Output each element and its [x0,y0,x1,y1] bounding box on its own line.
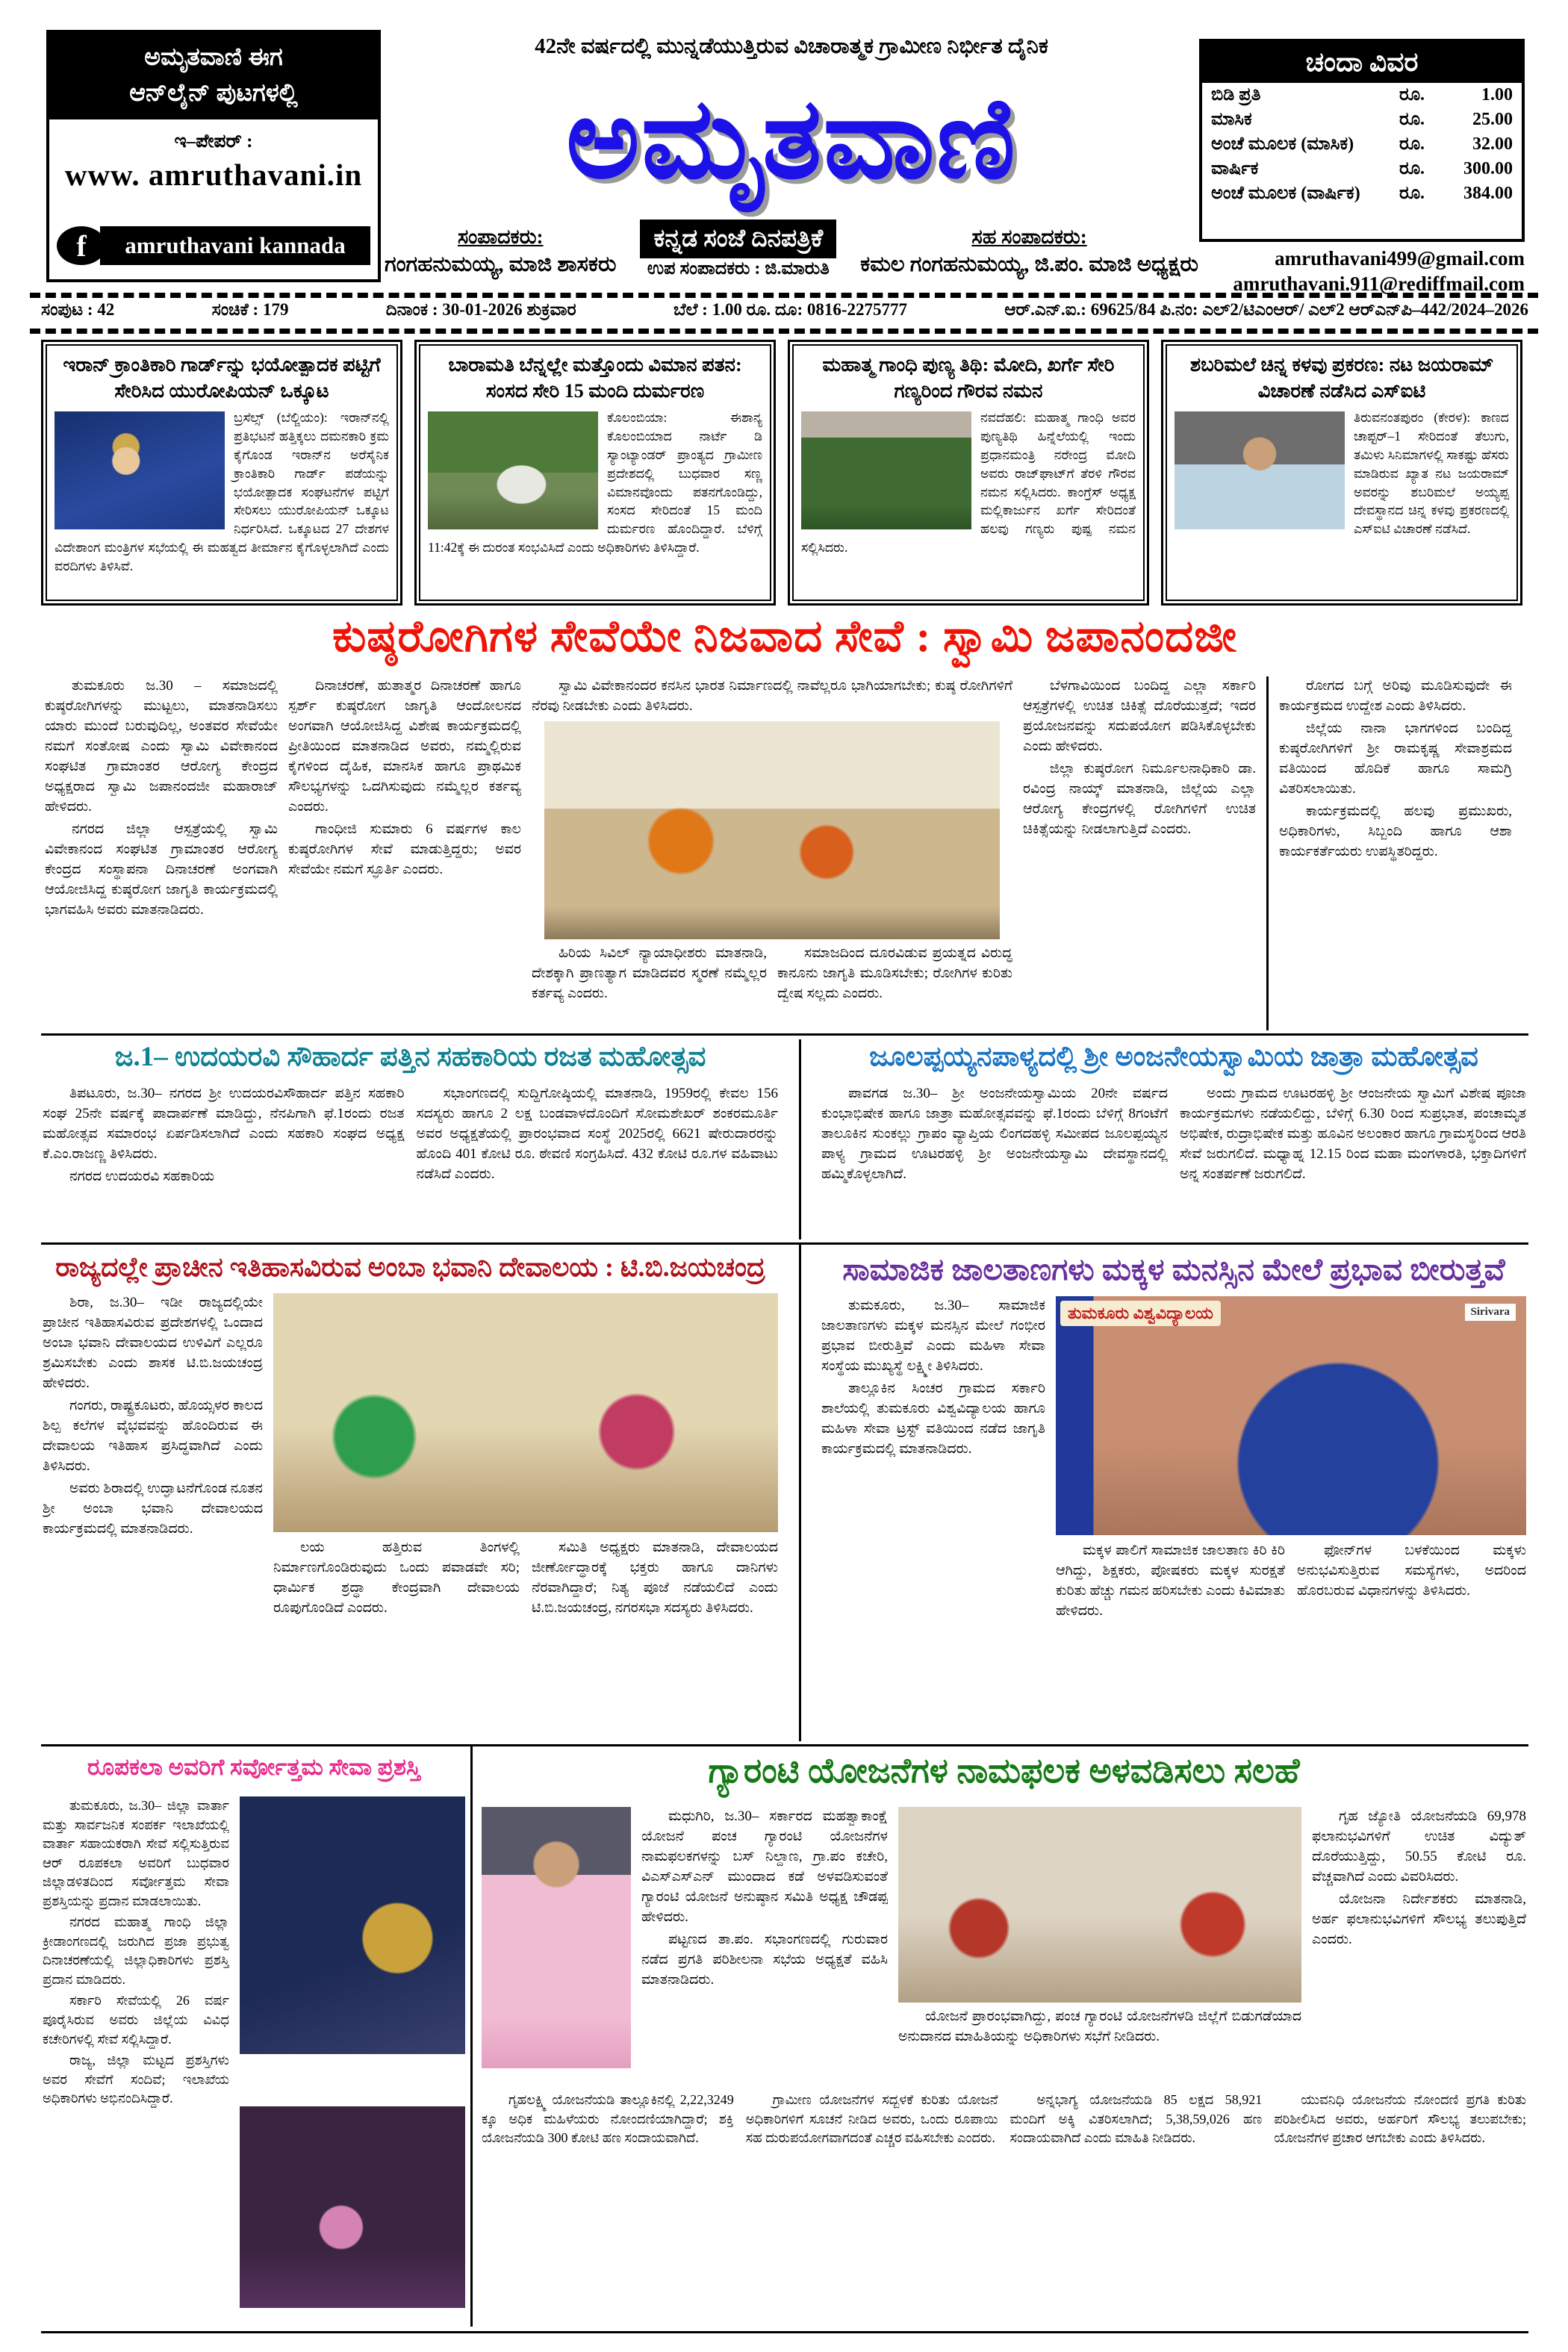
row3-left-bottom-2: ಸಮಿತಿ ಅಧ್ಯಕ್ಷರು ಮಾತನಾಡಿ, ದೇವಾಲಯದ ಜೀರ್ಣೋದ್ಧಾರಕ್ಕೆ ಭಕ್ತರು ಹಾಗೂ ದಾನಿಗಳು ನೆರವಾಗಿದ್ದಾರೆ; ನಿತ್ಯ ಪೂಜೆ ನಡೆಯಲಿದೆ ಎಂದು ಟಿ.ಬಿ.ಜಯಚಂದ್ರ, ನಗರಸಭಾ ಸದಸ್ಯರು ತಿಳಿಸಿದರು. [532,1540,778,1616]
email-primary: amruthavani499@gmail.com [1275,247,1525,270]
row2-right-body [821,1084,1526,1238]
subscription-row [1202,108,1522,132]
epaper-label: ಇ–ಪೇಪರ್ : [174,131,253,152]
row3-right-headline: ಸಾಮಾಜಿಕ ಜಾಲತಾಣಗಳು ಮಕ್ಕಳ ಮನಸ್ಸಿನ ಮೇಲೆ ಪ್ರಭಾವ ಬೀರುತ್ತವೆ [842,1252,1505,1287]
photo-stage-group [240,2106,465,2308]
news-box-plane-crash [414,340,776,606]
row4-right-headline: ಗ್ಯಾರಂಟಿ ಯೋಜನೆಗಳ ನಾಮಫಲಕ ಅಳವಡಿಸಲು ಸಲಹೆ [708,1752,1300,1790]
subscription-row [1202,132,1522,157]
row4-right-top [482,1807,1526,2076]
sub-amount: 32.00 [1472,134,1513,154]
photo-school-program [1056,1296,1526,1535]
co-editor-label: ಸಹ ಸಂಪಾದಕರು: [971,225,1087,248]
subscription-row [1202,157,1522,181]
lead-middle-block [532,676,1012,1030]
masthead-title: ಅಮೃತವಾಣಿ [565,77,1017,202]
news-box-actor [1161,340,1522,606]
row3-right-bottom-2: ಫೋನ್‌ಗಳ ಬಳಕೆಯಿಂದ ಮಕ್ಕಳು ಅನುಭವಿಸುತ್ತಿರುವ ಸಮಸ್ಯೆಗಳು, ಅದರಿಂದ ಹೊರಬರುವ ವಿಧಾನಗಳನ್ನು ತಿಳಿಸಿದರು. [1297,1543,1526,1599]
facebook-row [57,223,370,269]
sub-currency: ರೂ. [1399,134,1425,154]
editor-name: ಗಂಗಹನುಮಯ್ಯ, ಮಾಜಿ ಶಾಸಕರು [385,252,617,276]
row2-left-body [43,1084,778,1238]
lead-middle-top: ಸ್ವಾಮಿ ವಿವೇಕಾನಂದರ ಕನಸಿನ ಭಾರತ ನಿರ್ಮಾಣದಲ್ಲಿ ನಾವೆಲ್ಲರೂ ಭಾಗಿಯಾಗಬೇಕು; ಕುಷ್ಠ ರೋಗಿಗಳಿಗೆ ನೆರವು ನೀಡಬೇಕು ಎಂದು ತಿಳಿಸಿದರು. [532,678,1012,714]
row3-left-headline: ರಾಜ್ಯದಲ್ಲೇ ಪ್ರಾಚೀನ ಇತಿಹಾಸವಿರುವ ಅಂಬಾ ಭವಾನಿ ದೇವಾಲಯ : ಟಿ.ಬಿ.ಜಯಚಂದ್ರ [55,1252,765,1282]
editors-row [385,225,1198,279]
section-divider [41,1242,1528,1245]
paper-type: ಕನ್ನಡ ಸಂಜೆ ದಿನಪತ್ರಿಕೆ [640,220,836,258]
photo-award-ceremony [240,1796,465,2054]
contact-emails [1162,246,1525,297]
photo-gandhi-memorial [801,411,971,529]
row4-right-col: ಗೃಹ ಜ್ಯೋತಿ ಯೋಜನೆಯಡಿ 69,978 ಫಲಾನುಭವಿಗಳಿಗೆ ಉಚಿತ ವಿದ್ಯುತ್ ದೊರೆಯುತ್ತಿದ್ದು, 50.55 ಕೋಟಿ ರೂ. ವೆಚ್ಚವಾಗಿದೆ ಎಂದು ವಿವರಿಸಿದರು. ಯೋಜನಾ ನಿರ್ದೇಶಕರು ಮಾತನಾಡಿ, ಅರ್ಹ ಫಲಾನುಭವಿಗಳಿಗೆ ಸೌಲಭ್ಯ ತಲುಪುತ್ತಿದೆ ಎಂದರು. [1312,1808,1526,1947]
news-box-body: ಬ್ರಸೆಲ್ಸ್ (ಬೆಲ್ಜಿಯಂ): ಇರಾನ್‌ನಲ್ಲಿ ಪ್ರತಿಭಟನೆ ಹತ್ತಿಕ್ಕಲು ದಮನಕಾರಿ ಕ್ರಮ ಕೈಗೊಂಡ ಇರಾನ್‌ನ ಅರೆಸೈನಿಕ ಕ್ರಾಂತಿಕಾರಿ ಗಾರ್ಡ್ ಪಡೆಯನ್ನು ಭಯೋತ್ಪಾದಕ ಸಂಘಟನೆಗಳ ಪಟ್ಟಿಗೆ ಸೇರಿಸಲು ಯುರೋಪಿಯನ್ ಒಕ್ಕೂಟ ನಿರ್ಧರಿಸಿದೆ. ಒಕ್ಕೂಟದ 27 ದೇಶಗಳ ವಿದೇಶಾಂಗ ಮಂತ್ರಿಗಳ ಸಭೆಯಲ್ಲಿ ಈ ಮಹತ್ವದ ತೀರ್ಮಾನ ಕೈಗೊಳ್ಳಲಾಗಿದೆ ಎಂದು ವರದಿಗಳು ತಿಳಿಸಿವೆ. [55,410,389,573]
dashed-divider-top [30,293,1538,298]
photo-banner-text: ತುಮಕೂರು ವಿಶ್ವವಿದ್ಯಾಲಯ [1060,1301,1221,1326]
row3-right-col-1: ತುಮಕೂರು, ಜ.30– ಸಾಮಾಜಿಕ ಜಾಲತಾಣಗಳು ಮಕ್ಕಳ ಮನಸ್ಸಿನ ಮೇಲೆ ಗಂಭೀರ ಪ್ರಭಾವ ಬೀರುತ್ತಿವೆ ಎಂದು ಮಹಿಳಾ ಸೇವಾ ಸಂಸ್ಥೆಯ ಮುಖ್ಯಸ್ಥೆ ಲಕ್ಷ್ಮೀ ತಿಳಿಸಿದರು. ತಾಲ್ಲೂಕಿನ ಸಿಂಚರ ಗ್ರಾಮದ ಸರ್ಕಾರಿ ಶಾಲೆಯಲ್ಲಿ ತುಮಕೂರು ವಿಶ್ವವಿದ್ಯಾಲಯ ಹಾಗೂ ಮಹಿಳಾ ಸೇವಾ ಟ್ರಸ್ಟ್ ವತಿಯಿಂದ ನಡೆದ ಜಾಗೃತಿ ಕಾರ್ಯಕ್ರಮದಲ್ಲಿ ಮಾತನಾಡಿದರು. [821,1298,1045,1457]
sub-label: ಬಿಡಿ ಪ್ರತಿ [1211,85,1261,105]
co-editor-name: ಕಮಲ ಗಂಗಹನುಮಯ್ಯ, ಜಿ.ಪಂ. ಮಾಜಿ ಅಧ್ಯಕ್ಷರು [860,252,1198,276]
rni-number: ಆರ್.ಎನ್.ಐ.: 69625/84 ಪಿ.ನಂ: ಎಲ್2/ಟಿಎಂಆರ್/ ಎಲ್2 ಆರ್‌ಎನ್‌ಪಿ–442/2024–2026 [1004,300,1528,319]
subscription-title: ಚಂದಾ ವಿವರ [1202,42,1522,83]
row4-left-col-1-more: ಸರ್ಕಾರಿ ಸೇವೆಯಲ್ಲಿ 26 ವರ್ಷ ಪೂರೈಸಿರುವ ಅವರು ಜಿಲ್ಲೆಯ ವಿವಿಧ ಕಚೇರಿಗಳಲ್ಲಿ ಸೇವೆ ಸಲ್ಲಿಸಿದ್ದಾರೆ. ರಾಜ್ಯ, ಜಿಲ್ಲಾ ಮಟ್ಟದ ಪ್ರಶಸ್ತಿಗಳು ಅವರ ಸೇವೆಗೆ ಸಂದಿವೆ; ಇಲಾಖೆಯ ಅಧಿಕಾರಿಗಳು ಅಭಿನಂದಿಸಿದ್ದಾರೆ. [43,1993,229,2106]
issue-number: ಸಂಚಿಕೆ : 179 [211,300,289,319]
dashed-divider-bottom [30,329,1538,334]
news-box-headline: ಮಹಾತ್ಮ ಗಾಂಧಿ ಪುಣ್ಯ ತಿಥಿ: ಮೋದಿ, ಖರ್ಗೆ ಸೇರಿ ಗಣ್ಯರಿಂದ ಗೌರವ ನಮನ [822,354,1115,402]
news-box-iran [41,340,402,606]
sub-currency: ರೂ. [1399,184,1425,203]
subscription-box [1199,39,1525,242]
row4-left-body [43,1796,465,2324]
volume: ಸಂಪುಟ : 42 [41,300,115,319]
row4-left-col-1 [43,1796,229,2324]
news-box-body: ತಿರುವನಂತಪುರಂ (ಕೇರಳ): ಕಾಣದ ಚಾಪ್ಟರ್–1 ಸೇರಿದಂತೆ ತೆಲುಗು, ತಮಿಳು ಸಿನಿಮಾಗಳಲ್ಲಿ ಸಾಕಷ್ಟು ಹೆಸರು ಮಾಡಿರುವ ಖ್ಯಾತ ನಟ ಜಯರಾಮ್ ಅವರನ್ನು ಶಬರಿಮಲೆ ಅಯ್ಯಪ್ಪ ದೇವಸ್ಥಾನದ ಚಿನ್ನ ಕಳವು ಪ್ರಕರಣದಲ್ಲಿ ಎಸ್‌ಐಟಿ ವಿಚಾರಣೆ ನಡೆಸಿದೆ. [1354,410,1509,537]
photo-eu-official [55,411,225,529]
page-bottom-rule [41,2331,1528,2333]
lead-column-2: ದಿನಾಚರಣೆ, ಹುತಾತ್ಮರ ದಿನಾಚರಣೆ ಹಾಗೂ ಸ್ಪರ್ಶ್ ಕುಷ್ಠರೋಗ ಜಾಗೃತಿ ಆಂದೋಲನದ ಅಂಗವಾಗಿ ಆಯೋಜಿಸಿದ್ದ ವಿಶೇಷ ಕಾರ್ಯಕ್ರಮದಲ್ಲಿ ಪ್ರೀತಿಯಿಂದ ಮಾತನಾಡಿದ ಅವರು, ನಮ್ಮಲ್ಲಿರುವ ಕೈಗಳಿಂದ ದೈಹಿಕ, ಮಾನಸಿಕ ಹಾಗೂ ಪ್ರಾಥಮಿಕ ಸೌಲಭ್ಯಗಳನ್ನು ಒದಗಿಸುವುದು ನಮ್ಮೆಲ್ಲರ ಕರ್ತವ್ಯ ಎಂದರು. ಗಾಂಧೀಜಿ ಸುಮಾರು 6 ವರ್ಷಗಳ ಕಾಲ ಕುಷ್ಠರೋಗಿಗಳ ಸೇವೆ ಮಾಡುತ್ತಿದ್ದರು; ಅವರ ಸೇವೆಯೇ ನಮಗೆ ಸ್ಫೂರ್ತಿ ಎಂದರು. [288,678,521,877]
row2-left-col-1: ತಿಪಟೂರು, ಜ.30– ನಗರದ ಶ್ರೀ ಉದಯರವಿಸೌಹಾರ್ದ ಪತ್ತಿನ ಸಹಕಾರಿ ಸಂಘ 25ನೇ ವರ್ಷಕ್ಕೆ ಪಾದಾರ್ಪಣೆ ಮಾಡಿದ್ದು, ನೆನಪಿಗಾಗಿ ಫೆ.1ರಂದು ರಜತ ಮಹೋತ್ಸವ ಸಮಾರಂಭ ಏರ್ಪಡಿಸಲಾಗಿದೆ ಎಂದು ಸಹಕಾರಿ ಸಂಘದ ಅಧ್ಯಕ್ಷ ಕೆ.ಎಂ.ರಾಜಣ್ಣ ತಿಳಿಸಿದರು. ನಗರದ ಉದಯರವಿ ಸಹಕಾರಿಯ [43,1086,405,1184]
row3-right-body [821,1296,1526,1740]
row2-right-headline: ಜೂಲಪ್ಪಯ್ಯನಪಾಳ್ಯದಲ್ಲಿ ಶ್ರೀ ಅಂಜನೇಯಸ್ವಾಮಿಯ ಜಾತ್ರಾ ಮಹೋತ್ಸವ [869,1042,1478,1072]
row3-left-col-1: ಶಿರಾ, ಜ.30– ಇಡೀ ರಾಜ್ಯದಲ್ಲಿಯೇ ಪ್ರಾಚೀನ ಇತಿಹಾಸವಿರುವ ಪ್ರದೇಶಗಳಲ್ಲಿ ಒಂದಾದ ಅಂಬಾ ಭವಾನಿ ದೇವಾಲಯದ ಉಳಿವಿಗೆ ಎಲ್ಲರೂ ಶ್ರಮಿಸಬೇಕು ಎಂದು ಶಾಸಕ ಟಿ.ಬಿ.ಜಯಚಂದ್ರ ಹೇಳಿದರು. ಗಂಗರು, ರಾಷ್ಟ್ರಕೂಟರು, ಹೊಯ್ಸಳರ ಕಾಲದ ಶಿಲ್ಪ ಕಲೆಗಳ ವೈಭವವನ್ನು ಹೊಂದಿರುವ ಈ ದೇವಾಲಯ ಇತಿಹಾಸ ಪ್ರಸಿದ್ಧವಾಗಿದೆ ಎಂದು ತಿಳಿಸಿದರು. ಅವರು ಶಿರಾದಲ್ಲಿ ಉದ್ಘಾಟನೆಗೊಂಡ ನೂತನ ಶ್ರೀ ಅಂಬಾ ಭವಾನಿ ದೇವಾಲಯದ ಕಾರ್ಯಕ್ರಮದಲ್ಲಿ ಮಾತನಾಡಿದರು. [43,1295,263,1537]
tagline: 42ನೇ ವರ್ಷದಲ್ಲಿ ಮುನ್ನಡೆಯುತ್ತಿರುವ ವಿಚಾರಾತ್ಮಕ ಗ್ರಾಮೀಣ ನಿರ್ಭೀತ ದೈನಿಕ [535,34,1048,58]
row2-right-col-2: ಅಂದು ಗ್ರಾಮದ ಊಟರಹಳ್ಳಿ ಶ್ರೀ ಆಂಜನೇಯ ಸ್ವಾಮಿಗೆ ವಿಶೇಷ ಪೂಜಾ ಕಾರ್ಯಕ್ರಮಗಳು ನಡೆಯಲಿದ್ದು, ಬೆಳಿಗ್ಗೆ 6.30 ರಿಂದ ಸುಪ್ರಭಾತ, ಪಂಚಾಮೃತ ಅಭಿಷೇಕ, ರುದ್ರಾಭಿಷೇಕ ಮತ್ತು ಹೂವಿನ ಅಲಂಕಾರ ಹಾಗೂ ಗ್ರಾಮಸ್ಥರಿಂದ ಆರತಿ ಸೇವೆ ಜರುಗಲಿದೆ. ಮಧ್ಯಾಹ್ನ 12.15 ರಿಂದ ಮಹಾ ಮಂಗಳಾರತಿ, ಭಕ್ತಾದಿಗಳಿಗೆ ಅನ್ನ ಸಂತರ್ಪಣೆ ಜರುಗಲಿದೆ. [1180,1086,1526,1182]
photo-awardee-portrait [482,1807,631,2068]
sub-label: ವಾರ್ಷಿಕ [1211,159,1259,178]
sub-amount: 1.00 [1481,85,1513,105]
lead-article-body [45,676,1525,1030]
lead-middle-bottom-1: ಹಿರಿಯ ಸಿವಿಲ್ ನ್ಯಾಯಾಧೀಶರು ಮಾತನಾಡಿ, ದೇಶಕ್ಕಾಗಿ ಪ್ರಾಣತ್ಯಾಗ ಮಾಡಿದವರ ಸ್ಮರಣೆ ನಮ್ಮೆಲ್ಲರ ಕರ್ತವ್ಯ ಎಂದರು. [532,945,767,1001]
row4-bottom-col-2: ಗ್ರಾಮೀಣ ಯೋಜನೆಗಳ ಸದ್ಬಳಕೆ ಕುರಿತು ಯೋಜನೆ ಅಧಿಕಾರಿಗಳಿಗೆ ಸೂಚನೆ ನೀಡಿದ ಅವರು, ಒಂದು ರೂಪಾಯಿ ಸಹ ದುರುಪಯೋಗವಾಗದಂತೆ ಎಚ್ಚರ ವಹಿಸಬೇಕು ಎಂದರು. [745,2092,998,2146]
lead-column-1: ತುಮಕೂರು ಜ.30 – ಸಮಾಜದಲ್ಲಿ ಕುಷ್ಠರೋಗಿಗಳನ್ನು ಮುಟ್ಟಲು, ಮಾತನಾಡಿಸಲು ಯಾರು ಮುಂದೆ ಬರುವುದಿಲ್ಲ, ಅಂತವರ ಸೇವೆಯೇ ನಮಗೆ ಸಂತೋಷ ಎಂದು ಸ್ವಾಮಿ ವಿವೇಕಾನಂದ ಸಂಘಟಿತ ಗ್ರಾಮಾಂತರ ಆರೋಗ್ಯ ಕೇಂದ್ರದ ಅಧ್ಯಕ್ಷರಾದ ಸ್ವಾಮಿ ಜಪಾನಂದಜೀ ಮಹಾರಾಜ್ ಹೇಳಿದರು. ನಗರದ ಜಿಲ್ಲಾ ಆಸ್ಪತ್ರೆಯಲ್ಲಿ ಸ್ವಾಮಿ ವಿವೇಕಾನಂದ ಸಂಘಟಿತ ಗ್ರಾಮಾಂತರ ಆರೋಗ್ಯ ಕೇಂದ್ರದ ಸಂಸ್ಥಾಪನಾ ದಿನಾಚರಣೆ ಅಂಗವಾಗಿ ಆಯೋಜಿಸಿದ್ದ ಕುಷ್ಠರೋಗ ಜಾಗೃತಿ ಕಾರ್ಯಕ್ರಮದಲ್ಲಿ ಭಾಗವಹಿಸಿ ಅವರು ಮಾತನಾಡಿದರು. [45,678,278,918]
row3-left-body [43,1293,778,1740]
email-secondary: amruthavani.911@rediffmail.com [1233,272,1525,295]
sub-amount: 25.00 [1472,110,1513,129]
online-promo-title: ಅಮೃತವಾಣಿ ಈಗ ಆನ್‌ಲೈನ್ ಪುಟಗಳಲ್ಲಿ [49,33,378,119]
row2-left-col-2: ಸಭಾಂಗಣದಲ್ಲಿ ಸುದ್ದಿಗೋಷ್ಠಿಯಲ್ಲಿ ಮಾತನಾಡಿ, 1959ರಲ್ಲಿ ಕೇವಲ 156 ಸದಸ್ಯರು ಹಾಗೂ 2 ಲಕ್ಷ ಬಂಡವಾಳದೊಂದಿಗೆ ಸೋಮಶೇಖರ್ ಶಂಕರಮೂರ್ತಿ ಅವರ ಅಧ್ಯಕ್ಷತೆಯಲ್ಲಿ ಪ್ರಾರಂಭವಾದ ಸಂಸ್ಥೆ 2025ರಲ್ಲಿ 6621 ಷೇರುದಾರರನ್ನು ಹೊಂದಿ 401 ಕೋಟಿ ರೂ. ಠೇವಣಿ ಸಂಗ್ರಹಿಸಿದೆ. 432 ಕೋಟಿ ರೂ.ಗಳ ವಹಿವಾಟು ನಡೆಸಿದೆ ಎಂದರು. [416,1086,778,1182]
photo-actor-portrait [1175,411,1345,529]
column-rule [799,1039,801,1239]
subscription-row [1202,181,1522,206]
issue-date: ದಿನಾಂಕ : 30-01-2026 ಶುಕ್ರವಾರ [385,300,576,319]
row2-left-headline: ಜ.1– ಉದಯರವಿ ಸೌಹಾರ್ದ ಪತ್ತಿನ ಸಹಕಾರಿಯ ರಜತ ಮಹೋತ್ಸವ [114,1042,706,1072]
section-divider [41,1744,1528,1746]
website-url: www. amruthavani.in [64,157,363,192]
sub-currency: ರೂ. [1399,110,1425,129]
news-box-headline: ಇರಾನ್ ಕ್ರಾಂತಿಕಾರಿ ಗಾರ್ಡ್‌ನ್ನು ಭಯೋತ್ಪಾದಕ ಪಟ್ಟಿಗೆ ಸೇರಿಸಿದ ಯುರೋಪಿಯನ್ ಒಕ್ಕೂಟ [63,354,381,402]
row4-left-headline: ರೂಪಕಲಾ ಅವರಿಗೆ ಸರ್ವೋತ್ತಮ ಸೇವಾ ಪ್ರಶಸ್ತಿ [87,1754,421,1780]
photo-plane-crash [428,411,598,529]
photo-review-meeting [898,1807,1301,2003]
news-box-body: ನವದೆಹಲಿ: ಮಹಾತ್ಮ ಗಾಂಧಿ ಅವರ ಪುಣ್ಯತಿಥಿ ಹಿನ್ನೆಲೆಯಲ್ಲಿ ಇಂದು ಪ್ರಧಾನಮಂತ್ರಿ ನರೇಂದ್ರ ಮೋದಿ ಅವರು ರಾಜ್‌ಘಾಟ್‌ಗೆ ತೆರಳಿ ಗೌರವ ನಮನ ಸಲ್ಲಿಸಿದರು. ಕಾಂಗ್ರೆಸ್ ಅಧ್ಯಕ್ಷ ಮಲ್ಲಿಕಾರ್ಜುನ ಖರ್ಗೆ ಸೇರಿದಂತೆ ಹಲವು ಗಣ್ಯರು ಪುಷ್ಪ ನಮನ ಸಲ್ಲಿಸಿದರು. [801,410,1136,556]
price-phone: ಬೆಲೆ : 1.00 ರೂ. ದೂ: 0816-2275777 [673,300,908,319]
row2-right-col-1: ಪಾವಗಡ ಜ.30– ಶ್ರೀ ಅಂಜನೇಯಸ್ವಾಮಿಯ 20ನೇ ವರ್ಷದ ಕುಂಭಾಭಿಷೇಕ ಹಾಗೂ ಜಾತ್ರಾ ಮಹೋತ್ಸವವನ್ನು ಫೆ.1ರಂದು ಬೆಳಿಗ್ಗೆ 8ಗಂಟೆಗೆ ತಾಲೂಕಿನ ಸುಂಕಲ್ಲು ಗ್ರಾಪಂ ವ್ಯಾಪ್ತಿಯ ಲಿಂಗದಹಳ್ಳಿ ಸಮೀಪದ ಜೂಲಪ್ಪಯ್ಯನ ಪಾಳ್ಯ ಗ್ರಾಮದ ಊಟರಹಳ್ಳಿ ಶ್ರೀ ಅಂಜನೇಯಸ್ವಾಮಿ ದೇವಸ್ಥಾನದಲ್ಲಿ ಹಮ್ಮಿಕೊಳ್ಳಲಾಗಿದೆ. [821,1086,1168,1182]
row4-right-intro: ಮಧುಗಿರಿ, ಜ.30– ಸರ್ಕಾರದ ಮಹತ್ವಾಕಾಂಕ್ಷೆ ಯೋಜನೆ ಪಂಚ ಗ್ಯಾರಂಟಿ ಯೋಜನೆಗಳ ನಾಮಫಲಕಗಳನ್ನು ಬಸ್ ನಿಲ್ದಾಣ, ಗ್ರಾ.ಪಂ ಕಚೇರಿ, ವಿಎಸ್‌ಎಸ್‌ಎನ್ ಮುಂದಾದ ಕಡೆ ಅಳವಡಿಸುವಂತೆ ಗ್ಯಾರಂಟಿ ಯೋಜನೆ ಅನುಷ್ಠಾನ ಸಮಿತಿ ಅಧ್ಯಕ್ಷ ಚೌಡಪ್ಪ ಹೇಳಿದರು. ಪಟ್ಟಣದ ತಾ.ಪಂ. ಸಭಾಂಗಣದಲ್ಲಿ ಗುರುವಾರ ನಡೆದ ಪ್ರಗತಿ ಪರಿಶೀಲನಾ ಸಭೆಯ ಅಧ್ಯಕ್ಷತೆ ವಹಿಸಿ ಮಾತನಾಡಿದರು. [641,1808,888,1988]
photo-lead-event [544,721,1000,939]
sub-currency: ರೂ. [1399,159,1425,178]
news-box-body: ಕೊಲಂಬಿಯಾ: ಈಶಾನ್ಯ ಕೊಲಂಬಿಯಾದ ನಾರ್ಟೆ ಡಿ ಸ್ಯಾಂಟ್ಯಾಂಡರ್ ಪ್ರಾಂತ್ಯದ ಗ್ರಾಮೀಣ ಪ್ರದೇಶದಲ್ಲಿ ಬುಧವಾರ ಸಣ್ಣ ವಿಮಾನವೊಂದು ಪತನಗೊಂಡಿದ್ದು, ಸಂಸದ ಸೇರಿದಂತೆ 15 ಮಂದಿ ದುರ್ಮರಣ ಹೊಂದಿದ್ದಾರೆ. ಬೆಳಿಗ್ಗೆ 11:42ಕ್ಕೆ ಈ ದುರಂತ ಸಂಭವಿಸಿದೆ ಎಂದು ಅಧಿಕಾರಿಗಳು ತಿಳಿಸಿದ್ದಾರೆ. [428,410,762,556]
column-rule [799,1242,801,1741]
issue-info-bar [41,300,1528,320]
row4-bottom-col-1: ಗೃಹಲಕ್ಷ್ಮಿ ಯೋಜನೆಯಡಿ ತಾಲ್ಲೂಕಿನಲ್ಲಿ 2,22,3249 ಕ್ಕೂ ಅಧಿಕ ಮಹಿಳೆಯರು ನೋಂದಣಿಯಾಗಿದ್ದಾರೆ; ಶಕ್ತಿ ಯೋಜನೆಯಡಿ 300 ಕೋಟಿ ಹಣ ಸಂದಾಯವಾಗಿದೆ. [482,2092,734,2146]
section-divider [41,1033,1528,1036]
editor-block [385,225,617,277]
row3-left-bottom-1: ಲಯ ಹತ್ತಿರುವ ತಿಂಗಳಲ್ಲಿ ನಿರ್ಮಾಣಗೊಂಡಿರುವುದು ಒಂದು ಪವಾಡವೇ ಸರಿ; ಧಾರ್ಮಿಕ ಶ್ರದ್ಧಾ ಕೇಂದ್ರವಾಗಿ ದೇವಾಲಯ ರೂಪುಗೊಂಡಿದೆ ಎಂದರು. [273,1540,520,1616]
lead-column-6: ರೋಗದ ಬಗ್ಗೆ ಅರಿವು ಮೂಡಿಸುವುದೇ ಈ ಕಾರ್ಯಕ್ರಮದ ಉದ್ದೇಶ ಎಂದು ತಿಳಿಸಿದರು. ಜಿಲ್ಲೆಯ ನಾನಾ ಭಾಗಗಳಿಂದ ಬಂದಿದ್ದ ಕುಷ್ಠರೋಗಿಗಳಿಗೆ ಶ್ರೀ ರಾಮಕೃಷ್ಣ ಸೇವಾಶ್ರಮದ ವತಿಯಿಂದ ಹೊದಿಕೆ ಹಾಗೂ ಸಾಮಗ್ರಿ ವಿತರಿಸಲಾಯಿತು. ಕಾರ್ಯಕ್ರಮದಲ್ಲಿ ಹಲವು ಪ್ರಮುಖರು, ಅಧಿಕಾರಿಗಳು, ಸಿಬ್ಬಂದಿ ಹಾಗೂ ಆಶಾ ಕಾರ್ಯಕರ್ತೆಯರು ಉಪಸ್ಥಿತರಿದ್ದರು. [1266,676,1512,1030]
facebook-icon: f [57,226,106,265]
news-box-headline: ಶಬರಿಮಲೆ ಚಿನ್ನ ಕಳವು ಪ್ರಕರಣ: ನಟ ಜಯರಾಮ್ ವಿಚಾರಣೆ ನಡೆಸಿದ ಎಸ್‌ಐಟಿ [1189,354,1494,402]
sub-label: ಮಾಸಿಕ [1211,110,1252,129]
news-box-headline: ಬಾರಾಮತಿ ಬೆನ್ನಲ್ಲೇ ಮತ್ತೊಂದು ವಿಮಾನ ಪತನ: ಸಂಸದ ಸೇರಿ 15 ಮಂದಿ ದುರ್ಮರಣ [448,354,742,402]
paper-type-block [640,225,836,279]
row4-left-col-1-text: ತುಮಕೂರು, ಜ.30– ಜಿಲ್ಲಾ ವಾರ್ತಾ ಮತ್ತು ಸಾರ್ವಜನಿಕ ಸಂಪರ್ಕ ಇಲಾಖೆಯಲ್ಲಿ ವಾರ್ತಾ ಸಹಾಯಕರಾಗಿ ಸೇವೆ ಸಲ್ಲಿಸುತ್ತಿರುವ ಆರ್ ರೂಪಕಲಾ ಅವರಿಗೆ ಬುಧವಾರ ಜಿಲ್ಲಾಡಳಿತದಿಂದ ಸರ್ವೋತ್ತಮ ಸೇವಾ ಪ್ರಶಸ್ತಿಯನ್ನು ಪ್ರದಾನ ಮಾಡಲಾಯಿತು. ನಗರದ ಮಹಾತ್ಮ ಗಾಂಧಿ ಜಿಲ್ಲಾ ಕ್ರೀಡಾಂಗಣದಲ್ಲಿ ಜರುಗಿದ ಪ್ರಜಾ ಪ್ರಭುತ್ವ ದಿನಾಚರಣೆಯಲ್ಲಿ ಜಿಲ್ಲಾಧಿಕಾರಿಗಳು ಪ್ರಶಸ್ತಿ ಪ್ರದಾನ ಮಾಡಿದರು. [43,1798,229,1987]
lead-headline: ಕುಷ್ಠರೋಗಿಗಳ ಸೇವೆಯೇ ನಿಜವಾದ ಸೇವೆ : ಸ್ವಾಮಿ ಜಪಾನಂದಜೀ [332,612,1237,661]
row4-bottom-col-4: ಯುವನಿಧಿ ಯೋಜನೆಯ ನೋಂದಣಿ ಪ್ರಗತಿ ಕುರಿತು ಪರಿಶೀಲಿಸಿದ ಅವರು, ಅರ್ಹರಿಗೆ ಸೌಲಭ್ಯ ತಲುಪಬೇಕು; ಯೋಜನೆಗಳ ಪ್ರಚಾರ ಆಗಬೇಕು ಎಂದು ತಿಳಿಸಿದರು. [1274,2092,1526,2146]
row4-right-bottom [482,2091,1526,2324]
photo-poster-text: Sirivara [1465,1304,1516,1321]
subscription-row [1202,83,1522,108]
row4-bottom-col-3: ಅನ್ನಭಾಗ್ಯ ಯೋಜನೆಯಡಿ 85 ಲಕ್ಷದ 58,921 ಮಂದಿಗೆ ಅಕ್ಕಿ ವಿತರಿಸಲಾಗಿದೆ; 5,38,59,026 ಹಣ ಸಂದಾಯವಾಗಿದೆ ಎಂದು ಮಾಹಿತಿ ನೀಡಿದರು. [1009,2092,1263,2146]
sub-label: ಅಂಚೆ ಮೂಲಕ (ಮಾಸಿಕ) [1211,134,1354,154]
sub-currency: ರೂ. [1399,85,1425,105]
facebook-handle: amruthavani kannada [100,226,370,265]
sub-label: ಅಂಚೆ ಮೂಲಕ (ವಾರ್ಷಿಕ) [1211,184,1360,203]
sub-editor: ಉಪ ಸಂಪಾದಕರು : ಜಿ.ಮಾರುತಿ [647,259,830,279]
lead-middle-bottom-2: ಸಮಾಜದಿಂದ ದೂರವಿಡುವ ಪ್ರಯತ್ನದ ವಿರುದ್ಧ ಕಾನೂನು ಜಾಗೃತಿ ಮೂಡಿಸಬೇಕು; ರೋಗಿಗಳ ಕುರಿತು ದ್ವೇಷ ಸಲ್ಲದು ಎಂದರು. [777,945,1012,1001]
photo-temple-event [273,1293,778,1532]
news-box-gandhi [788,340,1149,606]
sub-amount: 300.00 [1463,159,1513,178]
row3-right-bottom-1: ಮಕ್ಕಳ ಪಾಲಿಗೆ ಸಾಮಾಜಿಕ ಜಾಲತಾಣ ಕಿರಿ ಕಿರಿ ಆಗಿದ್ದು, ಶಿಕ್ಷಕರು, ಪೋಷಕರು ಮಕ್ಕಳ ಸುರಕ್ಷತೆ ಕುರಿತು ಹೆಚ್ಚು ಗಮನ ಹರಿಸಬೇಕು ಎಂದು ಕಿವಿಮಾತು ಹೇಳಿದರು. [1056,1543,1285,1619]
row4-right-under-photo: ಯೋಜನೆ ಪ್ರಾರಂಭವಾಗಿದ್ದು, ಪಂಚ ಗ್ಯಾರಂಟಿ ಯೋಜನೆಗಳಡಿ ಜಿಲ್ಲೆಗೆ ಬಿಡುಗಡೆಯಾದ ಅನುದಾನದ ಮಾಹಿತಿಯನ್ನು ಅಧಿಕಾರಿಗಳು ಸಭೆಗೆ ನೀಡಿದರು. [898,2009,1301,2044]
column-rule [470,1744,473,2327]
editor-label: ಸಂಪಾದಕರು: [457,225,544,248]
co-editor-block [860,225,1198,277]
online-promo-box [46,30,381,282]
lead-column-5: ಬೆಳಗಾವಿಯಿಂದ ಬಂದಿದ್ದ ಎಲ್ಲಾ ಸರ್ಕಾರಿ ಆಸ್ಪತ್ರೆಗಳಲ್ಲಿ ಉಚಿತ ಚಿಕಿತ್ಸೆ ದೊರೆಯುತ್ತದೆ; ಇದರ ಪ್ರಯೋಜನವನ್ನು ಸದುಪಯೋಗ ಪಡಿಸಿಕೊಳ್ಳಬೇಕು ಎಂದು ಹೇಳಿದರು. ಜಿಲ್ಲಾ ಕುಷ್ಠರೋಗ ನಿರ್ಮೂಲನಾಧಿಕಾರಿ ಡಾ. ರವಿಂದ್ರ ನಾಯ್ಕ್ ಮಾತನಾಡಿ, ಜಿಲ್ಲೆಯ ಎಲ್ಲಾ ಆರೋಗ್ಯ ಕೇಂದ್ರಗಳಲ್ಲಿ ರೋಗಿಗಳಿಗೆ ಉಚಿತ ಚಿಕಿತ್ಸೆಯನ್ನು ನೀಡಲಾಗುತ್ತಿದೆ ಎಂದರು. [1023,678,1256,837]
sub-amount: 384.00 [1463,184,1513,203]
